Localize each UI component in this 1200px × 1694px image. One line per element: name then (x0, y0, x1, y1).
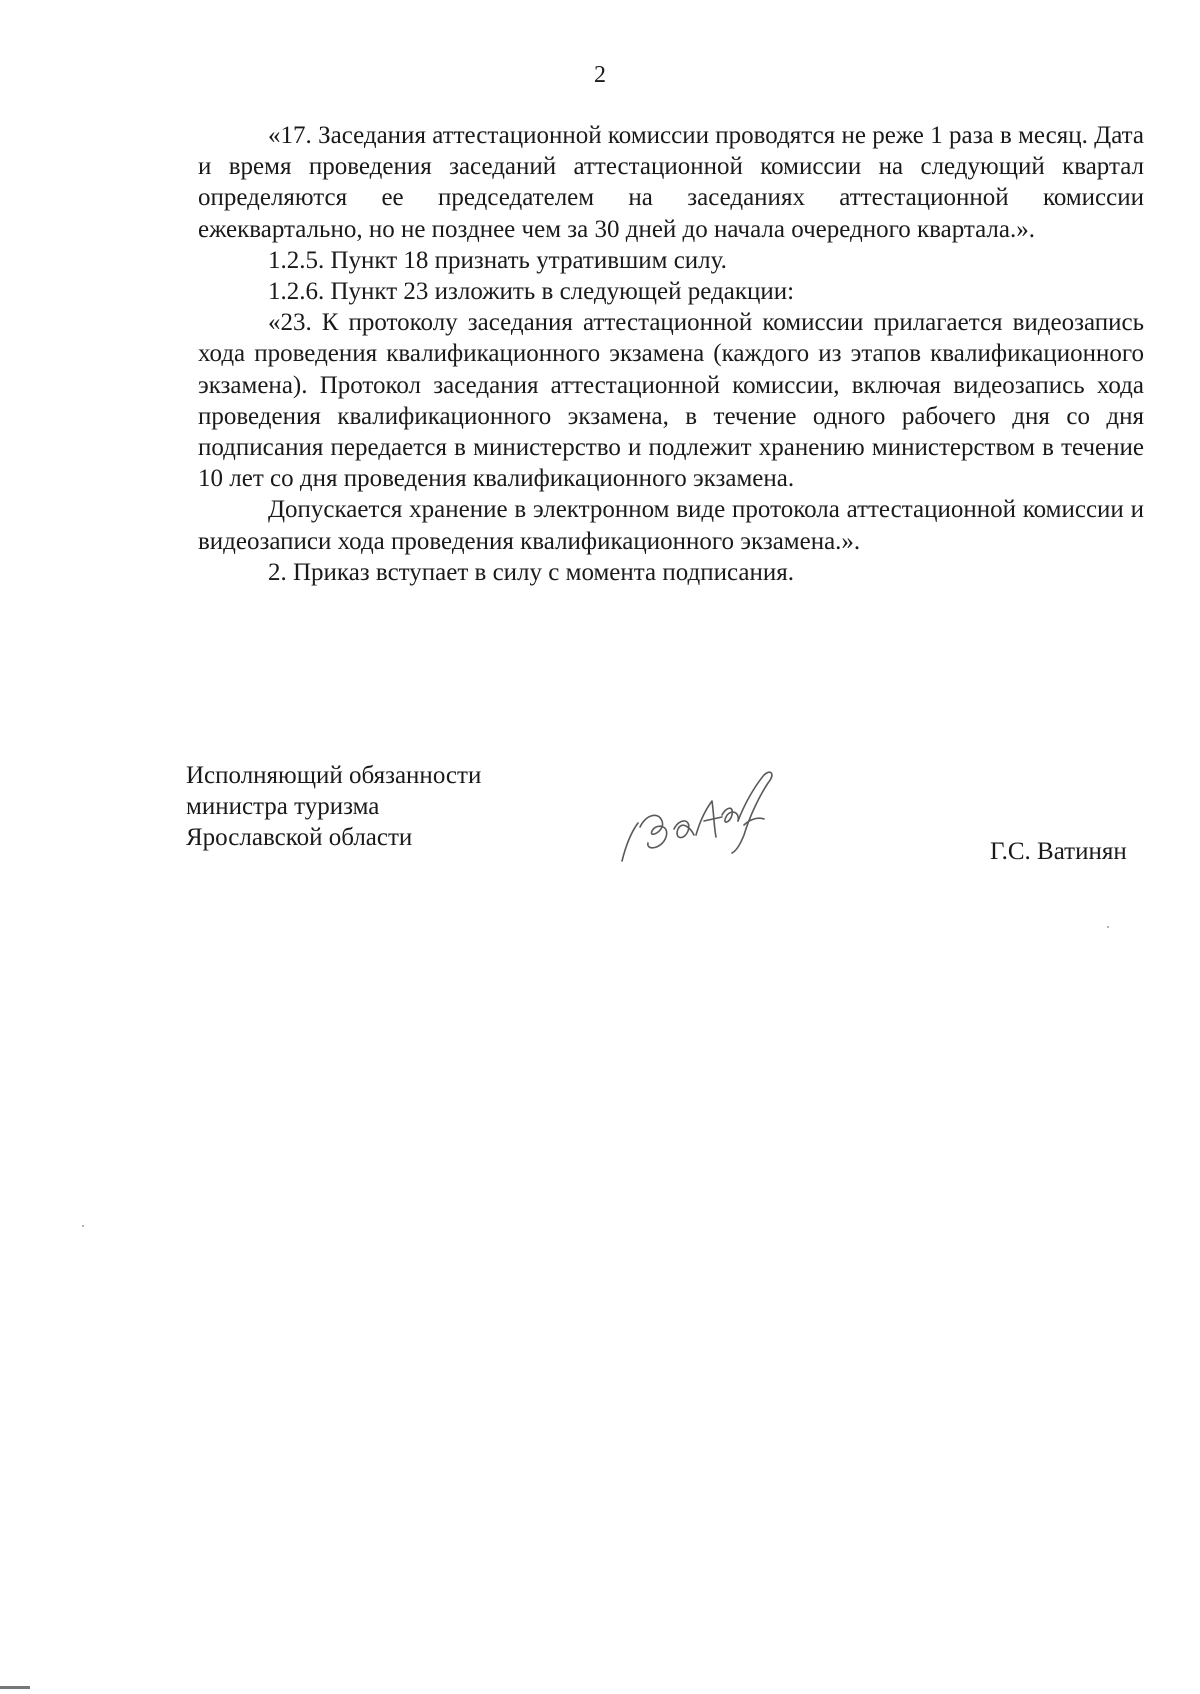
signature-stroke (640, 815, 667, 847)
paragraph-1-2-5: 1.2.5. Пункт 18 признать утратившим силу. (268, 246, 727, 274)
position-line: Исполняющий обязанности (186, 762, 482, 789)
document-body (198, 120, 1144, 588)
scan-speck (1107, 926, 1109, 928)
scan-edge-mark (0, 1686, 30, 1689)
paragraph-1-2-6: 1.2.6. Пункт 23 изложить в следующей редакции: (268, 278, 795, 306)
signature-stroke (732, 772, 772, 853)
position-line: Ярославской области (186, 824, 413, 851)
scan-speck (82, 1225, 84, 1227)
signature-stroke (674, 821, 694, 838)
position-line: министра туризма (186, 793, 380, 820)
paragraph-item-17: «17. Заседания аттестационной комиссии проводятся не реже 1 раза в месяц. Дата и время проведения заседаний аттестационной комиссии на следующий квартал определяются ее председателем на заседаниях аттестационной комиссии ежеквартально, но не позднее чем за 30 дней до начала очередного квартала.». (198, 122, 1144, 243)
signatory-position (186, 760, 481, 853)
paragraph-electronic-storage: Допускается хранение в электронном виде протокола аттестационной комиссии и видеозаписи хода проведения квалификационного экзамена.». (198, 496, 1144, 555)
signature-stroke (722, 808, 738, 822)
signer-name: Г.С. Ватинян (990, 838, 1127, 865)
paragraph-item-23: «23. К протоколу заседания аттестационной комиссии прилагается видеозапись хода проведения квалификационного экзамена (каждого из этапов квалификационного экзамена). Протокол заседания аттестационной комиссии, включая видеозапись хода проведения квалификационного экзамена, в течение одного рабочего дня со дня подписания передается в министерство и подлежит хранению министерством в течение 10 лет со дня проведения квалификационного экзамена. (198, 309, 1144, 493)
page-number: 2 (594, 62, 606, 88)
paragraph-entry-into-force: 2. Приказ вступает в силу с момента подписания. (268, 558, 794, 586)
handwritten-signature (618, 765, 788, 870)
signature-stroke (622, 823, 638, 861)
